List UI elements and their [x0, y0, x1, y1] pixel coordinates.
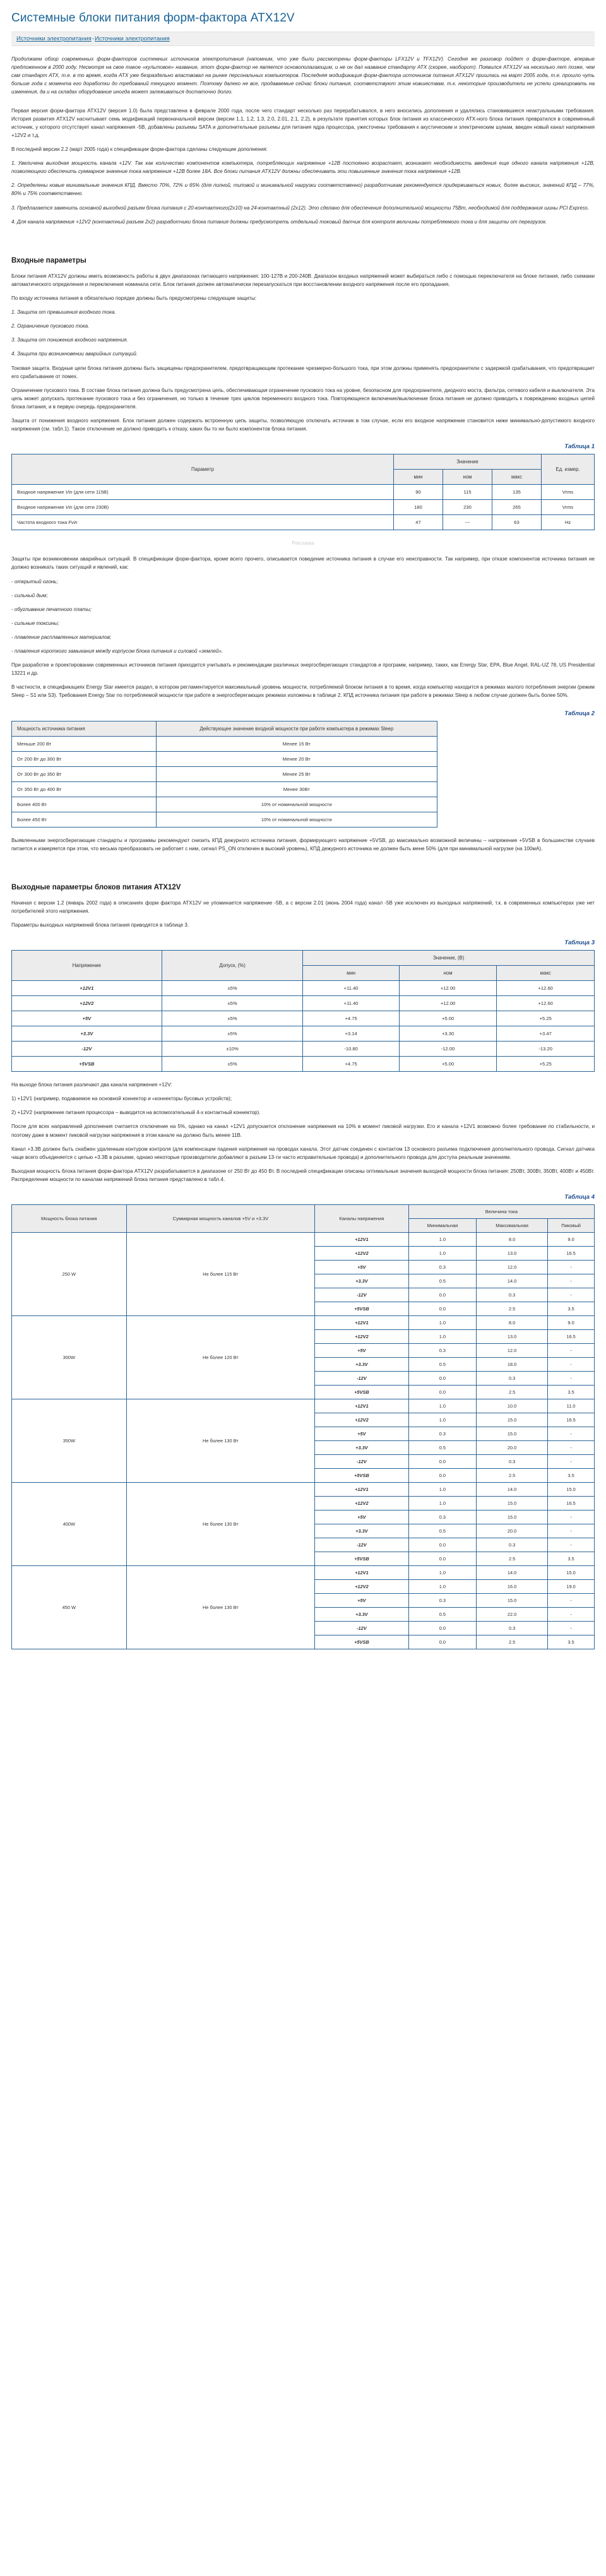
- table4-cell-max: 8.0: [477, 1233, 548, 1247]
- table4-cell-peak: -: [548, 1441, 595, 1455]
- table4-cell-peak: -: [548, 1511, 595, 1524]
- table-input-parameters: [11, 454, 595, 530]
- table4-cell-min: 0.5: [408, 1524, 476, 1538]
- table-row: [12, 1483, 595, 1497]
- table1-cell-min: 47: [394, 515, 443, 530]
- table3-cell-min: +11.40: [303, 981, 399, 996]
- table-row: [12, 996, 595, 1011]
- table4-cell-rail: +12V1: [315, 1566, 408, 1580]
- table3-cell-max: +5.25: [497, 1011, 595, 1026]
- protection-item-1: 1. Защита от превышения входного тока.: [11, 309, 116, 316]
- table-row: [12, 1057, 595, 1072]
- table4-cell-max: 16.0: [477, 1580, 548, 1594]
- table4-cell-min: 0.0: [408, 1538, 476, 1552]
- table4-cell-max: 12.0: [477, 1261, 548, 1274]
- table4-cell-peak: 15.0: [548, 1483, 595, 1497]
- rails-paragraph-1: После для всех направлений дополнения считается отключение на 5%, однако на канал +12V1 допускается отклонение напряжения на 10% в момент пиковой нагрузки. Его и канала +12V1 возможно более требование по стабильности, и поэтому даже в момент пиковой нагрузки напряжения в этом канале на должно быть менее 11В.: [11, 1124, 595, 1138]
- rails-intro-paragraph: На выходе блока питания различают два канала напряжения +12V:: [11, 1082, 172, 1088]
- table4-cell-rail: +12V2: [315, 1497, 408, 1511]
- table4-cell-rail: +3.3V: [315, 1274, 408, 1288]
- table4-cell-max: 15.0: [477, 1594, 548, 1608]
- param-symbol: Vin: [65, 504, 73, 511]
- table3-cell-min: -10.80: [303, 1042, 399, 1057]
- table4-cell-sum: Не более 130 Вт: [126, 1566, 315, 1649]
- table3-cell-tolerance: ±5%: [162, 1026, 303, 1042]
- table4-cell-min: 1.0: [408, 1233, 476, 1247]
- fault-item-5: - плавление расплавленных материалов;: [11, 634, 112, 640]
- table4-cell-sum: Не более 120 Вт: [126, 1316, 315, 1399]
- table4-cell-max: 2.5: [477, 1635, 548, 1649]
- table4-cell-max: 14.0: [477, 1566, 548, 1580]
- table4-cell-peak: -: [548, 1344, 595, 1358]
- table3-cell-nom: +3.30: [399, 1026, 497, 1042]
- breadcrumb-separator: -: [92, 35, 94, 42]
- table-row: [12, 981, 595, 996]
- table4-cell-rail: +5V: [315, 1344, 408, 1358]
- table4-col-max: Максимальная: [477, 1219, 548, 1233]
- spec-item-3: 3. Предлагается заменить основной выходной разъем блока питания с 20-контактного(2х10) на 24-контактный (2х12). Это сделано для обеспечения дополнительной мощности 75Вт, необходимой для поддержания шины PCI Express.: [11, 205, 590, 211]
- table4-col-min: Минимальная: [408, 1219, 476, 1233]
- table3-cell-max: +12.60: [497, 996, 595, 1011]
- history-paragraph-1: Первая версия форм-фактора ATX12V (версия 1.0) была представлена в феврале 2000 года, после чего стандарт несколько раз перерабатывался, в него вносились дополнения и удалялись становившиеся неактуальными требования. История развития ATX12V насчитывает семь модификаций первоначальной версии (версии 1.1, 1.2, 1.3, 2.0, 2.01, 2.1, 2.2), в результате принятия которых блок питания из классического ATX-ного блока питания превратился в современный источник, у которого отсутствует канал напряжения -5В, добавлены разъемы SATA и дополнительные разъемы для питания ядра процессора, ужесточены требования к акустическим и электрическим шумам, введен новый канал напряжения +12V2 и т.д.: [11, 107, 595, 138]
- table2-cell-power: От 200 Вт до 300 Вт: [12, 751, 157, 766]
- protection-item-3: 3. Защита от понижения входного напряжения.: [11, 337, 128, 343]
- table4-cell-min: 1.0: [408, 1316, 476, 1330]
- table3-col-tolerance: Допуск, (%): [162, 951, 303, 981]
- table3-cell-tolerance: ±5%: [162, 996, 303, 1011]
- table4-cell-peak: 9.0: [548, 1233, 595, 1247]
- table4-col-current: Величина тока: [408, 1205, 594, 1219]
- table4-cell-max: 15.0: [477, 1427, 548, 1441]
- protection-item-4: 4. Защита при возникновении аварийных ситуаций.: [11, 351, 138, 357]
- table1-cell-max: 63: [492, 515, 542, 530]
- table2-header: [12, 721, 437, 736]
- table3-col-voltage: Напряжение: [12, 951, 162, 981]
- table-row: [12, 1399, 595, 1413]
- table-power-distribution: [11, 1204, 595, 1649]
- table-row: [12, 781, 437, 797]
- energy-standards-paragraph: При разработке и проектировании современных источников питания приходится учитывать и рекомендации различных энергосберегающих стандартов и программ, например, таких, как Energy Star, EPA, Blue Angel, RAL-UZ 78, US Presidential 13221 и др.: [11, 662, 595, 677]
- table4-cell-rail: +12V1: [315, 1483, 408, 1497]
- table4-cell-min: 1.0: [408, 1483, 476, 1497]
- table4-cell-max: 13.0: [477, 1247, 548, 1261]
- table4-cell-rail: +5VSB: [315, 1635, 408, 1649]
- breadcrumb: [11, 32, 595, 46]
- table4-cell-peak: 15.0: [548, 1566, 595, 1580]
- table4-cell-rail: +12V2: [315, 1330, 408, 1344]
- table4-cell-peak: 3.5: [548, 1386, 595, 1399]
- table2-cell-value: 10% от номинальной мощности: [156, 812, 437, 827]
- table4-cell-min: 1.0: [408, 1497, 476, 1511]
- spec-item-2: 2. Определены новые минимальные значения КПД. Вместо 70%, 72% и 65% (для полной, типовой и минимальной нагрузки соответственно) разработчикам рекомендуется придерживаться новых, более высоких, значений КПД – 77%, 80% и 75% соответственно.: [11, 182, 595, 197]
- table2-cell-power: От 300 Вт до 350 Вт: [12, 766, 157, 781]
- table4-cell-max: 2.5: [477, 1302, 548, 1316]
- table4-cell-peak: 3.5: [548, 1552, 595, 1566]
- table3-cell-tolerance: ±5%: [162, 981, 303, 996]
- table4-cell-rail: +3.3V: [315, 1358, 408, 1372]
- energy-star-paragraph: В частности, в спецификациях Energy Star имеется раздел, в котором регламентируется максимальный уровень мощности, потребляемой блоком питания в то время, когда компьютер находится в режимах малого потребления энергии (режим Sleep – S1 или S3). Требования Energy Star по потребляемой мощности при работе в энергосберегающих режимах изложены в таблице 2. КПД источника питания при работе в режимах Sleep в любом случае должен быть более 50%.: [11, 684, 595, 699]
- input-paragraph-3: Токовая защита. Входные цепи блока питания должны быть защищены предохранителем, предотвращающим протекание чрезмерно-большого тока, при этом должны применять предохранители с задержкой срабатывания, что предотвращает его срабатывание от помех.: [11, 365, 595, 379]
- input-paragraph-2: По входу источника питания в обязательно порядке должны быть предусмотрены следующие защиты:: [11, 295, 257, 301]
- table3-cell-voltage: -12V: [12, 1042, 162, 1057]
- table-sleep-power: [11, 721, 437, 828]
- table4-cell-peak: -: [548, 1288, 595, 1302]
- table4-cell-max: 20.0: [477, 1441, 548, 1455]
- table4-cell-max: 18.0: [477, 1358, 548, 1372]
- table3-caption: Таблица 3: [564, 939, 595, 947]
- section-heading-output-parameters: Выходные параметры блоков питания ATX12V: [11, 883, 181, 891]
- table4-col-sum: Суммарная мощность каналов +5V и +3.3V: [126, 1205, 315, 1233]
- table-row: [12, 751, 437, 766]
- table4-cell-peak: 3.5: [548, 1302, 595, 1316]
- rail-note-2: 2) +12V2 (напряжение питания процессора – выводится на вспомогательный 4-х контактный коннектор).: [11, 1110, 261, 1116]
- table1-cell-param: Частота входного тока Fvin: [12, 515, 394, 530]
- protection-item-2: 2. Ограничение пускового тока.: [11, 323, 90, 329]
- fault-item-2: - сильный дым;: [11, 592, 48, 598]
- table4-cell-peak: -: [548, 1261, 595, 1274]
- history-paragraph-2: В последней версии 2.2 (март 2005 года) к спецификации форм-фактора сделаны следующие дополнения:: [11, 146, 268, 152]
- table3-body: [12, 981, 595, 1072]
- table-row: [12, 1316, 595, 1330]
- table1-cell-max: 135: [492, 485, 542, 500]
- spacer-2: [11, 858, 595, 870]
- table4-cell-min: 0.0: [408, 1455, 476, 1469]
- table3-cell-max: +3.47: [497, 1026, 595, 1042]
- table4-cell-peak: -: [548, 1358, 595, 1372]
- output-paragraph-1: Начиная с версии 1.2 (январь 2002 года) в описаниях форм фактора ATX12V не упоминается напряжение -5В, а с версии 2.01 (июнь 2004 года) канал -5В уже исключен из выходных напряжений, т.к. в современных компьютерах уже нет потребителей этого напряжения.: [11, 899, 595, 914]
- table4-cell-min: 0.0: [408, 1372, 476, 1386]
- table3-cell-tolerance: ±5%: [162, 1011, 303, 1026]
- table4-cell-peak: -: [548, 1622, 595, 1635]
- table1-col-value: Значение: [394, 454, 542, 470]
- table4-caption: Таблица 4: [564, 1194, 595, 1201]
- table4-cell-rail: +12V2: [315, 1580, 408, 1594]
- table4-body: [12, 1233, 595, 1649]
- fault-item-6: - плавления короткого замыкания между корпусом блока питания и силовой «землей».: [11, 648, 223, 655]
- table2-cell-value: Менее 15 Вт: [156, 736, 437, 751]
- table4-cell-peak: 16.5: [548, 1413, 595, 1427]
- table-row: [12, 797, 437, 812]
- table2-cell-value: Менее 25 Вт: [156, 766, 437, 781]
- table4-cell-peak: -: [548, 1427, 595, 1441]
- fault-item-1: - открытый огонь;: [11, 578, 58, 585]
- table2-col-value: Действующее значение входной мощности при работе компьютера в режимах Sleep: [156, 721, 437, 736]
- table4-cell-rail: +3.3V: [315, 1608, 408, 1622]
- table4-cell-rail: -12V: [315, 1288, 408, 1302]
- table4-cell-max: 0.3: [477, 1455, 548, 1469]
- table2-caption: Таблица 2: [564, 709, 595, 717]
- table4-cell-max: 14.0: [477, 1274, 548, 1288]
- table4-cell-min: 0.5: [408, 1608, 476, 1622]
- table4-cell-max: 2.5: [477, 1469, 548, 1483]
- table4-cell-power: 400W: [12, 1483, 127, 1566]
- table4-cell-min: 1.0: [408, 1566, 476, 1580]
- table4-cell-min: 0.3: [408, 1344, 476, 1358]
- table4-cell-sum: Не более 130 Вт: [126, 1483, 315, 1566]
- param-symbol: Vin: [65, 489, 73, 496]
- table4-cell-min: 1.0: [408, 1247, 476, 1261]
- fault-protection-paragraph: Защиты при возникновении аварийных ситуаций. В спецификации форм-фактора, кроме всего прочего, описывается поведение источника питания в случае его неисправности. Так например, при отказе компонентов источника питания не должно возникать таких ситуаций и явлений, как:: [11, 556, 595, 571]
- table-row: [12, 1042, 595, 1057]
- table4-cell-min: 0.0: [408, 1288, 476, 1302]
- table4-cell-sum: Не более 130 Вт: [126, 1399, 315, 1483]
- table4-cell-power: 350W: [12, 1399, 127, 1483]
- table2-cell-value: 10% от номинальной мощности: [156, 797, 437, 812]
- table1-header: [12, 454, 595, 485]
- table3-header-row-1: [12, 951, 595, 966]
- table4-cell-min: 0.3: [408, 1594, 476, 1608]
- input-paragraph-1: Блоки питания ATX12V должны иметь возможность работы в двух диапазонах питающего напряжения: 100-127В и 200-240В. Диапазон входных напряжений может выбираться либо с помощью переключателя на блоке питания, либо схемами автоматического определения и переключения номинала сети. Блок питания должен автоматически перезапускаться при восстановлении входного напряжения после его пропадания.: [11, 273, 595, 287]
- table4-cell-min: 0.5: [408, 1441, 476, 1455]
- table2-cell-power: Более 400 Вт: [12, 797, 157, 812]
- table3-cell-min: +11.40: [303, 996, 399, 1011]
- table4-cell-rail: +5V: [315, 1427, 408, 1441]
- table4-cell-max: 0.3: [477, 1372, 548, 1386]
- table4-cell-min: 0.3: [408, 1511, 476, 1524]
- table4-cell-peak: -: [548, 1594, 595, 1608]
- table4-cell-rail: -12V: [315, 1538, 408, 1552]
- table4-cell-max: 8.0: [477, 1316, 548, 1330]
- section-heading-input-parameters: Входные параметры: [11, 256, 86, 264]
- table4-cell-peak: -: [548, 1538, 595, 1552]
- rail-note-1: 1) +12V1 (например, подаваемое на основной коннектор и «коннекторы бусовых устройств);: [11, 1096, 232, 1102]
- table4-cell-rail: +5V: [315, 1594, 408, 1608]
- table3-cell-voltage: +12V2: [12, 996, 162, 1011]
- table3-cell-nom: +5.00: [399, 1057, 497, 1072]
- table-row: [12, 1566, 595, 1580]
- table1-header-row-1: [12, 454, 595, 470]
- table1-col-unit: Ед. измер.: [542, 454, 595, 485]
- ad-placeholder-label: Реклама: [292, 540, 314, 547]
- table4-cell-max: 2.5: [477, 1386, 548, 1399]
- page-title: Системные блоки питания форм-фактора ATX12V: [11, 11, 295, 25]
- after-table2-paragraph: Выявленными энергосберегающие стандарты и программы рекомендуют снизить КПД дежурного источника питания, формирующего напряжение +5VSB, до максимально возможной величины – напряжение +5VSB в большинстве случаев питается и измеряется при этом, что весьма преобразовать не работает с ним, сигнал PS_ON отключен в высокий уровень), КПД дежурного источника не должен быть мене 50% (для при минимальной нагрузке (на 100мА).: [11, 837, 595, 852]
- table4-cell-max: 12.0: [477, 1344, 548, 1358]
- table4-cell-peak: 19.0: [548, 1580, 595, 1594]
- table4-cell-rail: +12V2: [315, 1247, 408, 1261]
- table4-col-power: Мощность блока питания: [12, 1205, 127, 1233]
- table4-cell-power: 300W: [12, 1316, 127, 1399]
- table3-col-value: Значение, (В): [303, 951, 595, 966]
- spacer: [11, 232, 595, 243]
- table3-cell-voltage: +12V1: [12, 981, 162, 996]
- table4-cell-min: 0.0: [408, 1302, 476, 1316]
- table3-cell-min: +3.14: [303, 1026, 399, 1042]
- breadcrumb-link-2[interactable]: Источники электропитания: [95, 35, 170, 42]
- table3-cell-tolerance: ±10%: [162, 1042, 303, 1057]
- table2-cell-value: Менее 30Вт: [156, 781, 437, 797]
- table4-cell-peak: 16.5: [548, 1497, 595, 1511]
- table1-caption: Таблица 1: [564, 443, 595, 451]
- table3-cell-min: +4.75: [303, 1057, 399, 1072]
- table4-cell-rail: +5VSB: [315, 1386, 408, 1399]
- table-row: [12, 736, 437, 751]
- table4-cell-rail: +5VSB: [315, 1552, 408, 1566]
- table4-cell-peak: 3.5: [548, 1635, 595, 1649]
- table4-cell-peak: 3.5: [548, 1469, 595, 1483]
- table2-cell-power: Более 450 Вт: [12, 812, 157, 827]
- table1-cell-param: Входное напряжение Vin (для сети 230В): [12, 500, 394, 515]
- table2-cell-power: От 350 Вт до 400 Вт: [12, 781, 157, 797]
- table1-body: [12, 485, 595, 530]
- table4-cell-min: 0.0: [408, 1469, 476, 1483]
- table2-body: [12, 736, 437, 827]
- rails-paragraph-3: Выходная мощность блока питания форм-фактора ATX12V разрабатывается в диапазоне от 250 Вт до 450 Вт. В последней спецификации описаны оптимальные значения выходной мощности блока питания: 250Вт, 300Вт, 350Вт, 400Вт и 450Вт. Распределение мощности по каналам напряжений блока питания представлено в табл.4.: [11, 1168, 595, 1183]
- table3-cell-max: -13.20: [497, 1042, 595, 1057]
- table4-cell-max: 15.0: [477, 1413, 548, 1427]
- table4-cell-max: 13.0: [477, 1330, 548, 1344]
- table4-cell-max: 15.0: [477, 1497, 548, 1511]
- table4-cell-peak: -: [548, 1524, 595, 1538]
- table4-cell-rail: +12V1: [315, 1233, 408, 1247]
- table4-cell-min: 0.0: [408, 1622, 476, 1635]
- table4-cell-rail: +5VSB: [315, 1302, 408, 1316]
- table4-cell-max: 2.5: [477, 1552, 548, 1566]
- table3-cell-nom: +12.00: [399, 981, 497, 996]
- table4-cell-min: 1.0: [408, 1413, 476, 1427]
- table1-col-param: Параметр: [12, 454, 394, 485]
- table4-cell-rail: +5V: [315, 1511, 408, 1524]
- table4-cell-power: 450 W: [12, 1566, 127, 1649]
- table4-cell-rail: -12V: [315, 1455, 408, 1469]
- spec-item-1: 1. Увеличена выходная мощность канала +12V. Так как количество компонентов компьютера, потребляющих напряжение +12В постоянно возрастает, возникает необходимость введения еще одного канала напряжения +12В, позволяющего обеспечить суммарное значение тока напряжения +12В более 18А. Все блоки питания ATX12V должны обеспечивать эти повышенные значения тока напряжения +12В.: [11, 160, 595, 175]
- table3-col-nom: ном: [399, 966, 497, 981]
- table-row: [12, 515, 595, 530]
- table-row: [12, 1011, 595, 1026]
- table3-col-max: макс: [497, 966, 595, 981]
- table4-cell-max: 22.0: [477, 1608, 548, 1622]
- table4-cell-rail: -12V: [315, 1622, 408, 1635]
- table1-col-nom: ном: [443, 470, 492, 485]
- table3-cell-nom: -12.00: [399, 1042, 497, 1057]
- table-row: [12, 500, 595, 515]
- table4-header: [12, 1205, 595, 1233]
- table3-cell-max: +5.25: [497, 1057, 595, 1072]
- table4-cell-min: 0.0: [408, 1386, 476, 1399]
- table4-cell-max: 0.3: [477, 1538, 548, 1552]
- table4-cell-rail: +5VSB: [315, 1469, 408, 1483]
- table4-cell-rail: +12V2: [315, 1413, 408, 1427]
- table4-cell-power: 250 W: [12, 1233, 127, 1316]
- intro-paragraph: Продолжаем обзор современных форм-факторов системных источников электропитания (напомним, что уже были рассмотрены форм-факторы LFX12V и TFX12V). Сегодня же разговор пойдет о форм-факторе, впервые предложенном в 2000 году. Несмотря на свое такое «культовое» название, этот форм-фактор не является основополагающим, и не он дал название стандарту ATX (скорее, наоборот). Появился ATX12V на несколько лет позже, чем сам стандарт ATX, т.е. в то время, когда ATX уже безраздельно властвовал на рынке персональных компьютеров. Последняя модификация форм-фактора источников питания ATX12V пришлась на март 2005 года, т.е. прошло чуть больше года с момента его доработки до требований текущего момент. Поэтому далеко не все, продаваемые сейчас блоки питания, соответствуют этим новшествам, т.к. некоторые производители не успели среагировать на изменения, да и на складах оборудование иногда может залеживаться достаточно долго.: [11, 56, 595, 95]
- breadcrumb-link-1[interactable]: Источники электропитания: [16, 35, 92, 42]
- table-row: [12, 1233, 595, 1247]
- table4-cell-rail: -12V: [315, 1372, 408, 1386]
- table4-col-peak: Пиковый: [548, 1219, 595, 1233]
- table3-cell-voltage: +5V: [12, 1011, 162, 1026]
- table1-cell-max: 265: [492, 500, 542, 515]
- table3-cell-max: +12.60: [497, 981, 595, 996]
- table4-cell-rail: +5V: [315, 1261, 408, 1274]
- table2-header-row: [12, 721, 437, 736]
- table1-cell-unit: Vrms: [542, 485, 595, 500]
- table4-cell-min: 1.0: [408, 1399, 476, 1413]
- table3-cell-tolerance: ±5%: [162, 1057, 303, 1072]
- table4-cell-min: 0.5: [408, 1358, 476, 1372]
- input-paragraph-5: Защита от понижения входного напряжения. Блок питания должен содержать встроенную цепь защиты, позволяющую отключать источник в том случае, если его входное напряжение становится ниже минимально-допустимого входного напряжения (см. табл.1). Такое отключение не должно приводить к отказу, каких бы то ни было компонентов блока питания.: [11, 418, 595, 432]
- table4-cell-peak: -: [548, 1455, 595, 1469]
- table4-cell-rail: +12V1: [315, 1399, 408, 1413]
- table4-cell-peak: -: [548, 1608, 595, 1622]
- table4-cell-rail: +12V1: [315, 1316, 408, 1330]
- table-row: [12, 485, 595, 500]
- fault-item-3: - обугливание печатного платы;: [11, 606, 92, 612]
- input-paragraph-4: Ограничение пускового тока. В составе блока питания должна быть предусмотрена цепь, обеспечивающая ограничение пускового тока на уровне, безопасном для предохранителя, диодного моста, фильтра, сетевого кабеля и выключателя. Эта цепь может допускать протекание пускового тока и без ограничения, но только в течение трех циклов переменного входного тока. Повторяющееся включение/выключение блока питания не должно приводить к повреждению входных цепей блока питания, и в первую очередь предохранителя.: [11, 387, 595, 410]
- table4-cell-max: 10.0: [477, 1399, 548, 1413]
- table4-cell-min: 0.5: [408, 1274, 476, 1288]
- table-row: [12, 766, 437, 781]
- table4-cell-sum: Не более 115 Вт: [126, 1233, 315, 1316]
- table3-cell-voltage: +5VSB: [12, 1057, 162, 1072]
- table4-cell-min: 0.0: [408, 1552, 476, 1566]
- table2-col-power: Мощность источника питания: [12, 721, 157, 736]
- table1-cell-unit: Vrms: [542, 500, 595, 515]
- table-row: [12, 812, 437, 827]
- table3-cell-min: +4.75: [303, 1011, 399, 1026]
- table3-col-min: мин: [303, 966, 399, 981]
- table2-cell-value: Менее 20 Вт: [156, 751, 437, 766]
- table1-cell-nom: 115: [443, 485, 492, 500]
- table4-header-row-1: [12, 1205, 595, 1219]
- output-paragraph-2: Параметры выходных напряжений блока питания приводятся в таблице 3.: [11, 922, 189, 929]
- table4-col-channel: Каналы напряжения: [315, 1205, 408, 1233]
- table1-cell-nom: ---: [443, 515, 492, 530]
- param-symbol: Fvin: [68, 519, 78, 526]
- table4-cell-max: 20.0: [477, 1524, 548, 1538]
- table1-col-max: макс: [492, 470, 542, 485]
- table4-cell-max: 0.3: [477, 1622, 548, 1635]
- table1-cell-nom: 230: [443, 500, 492, 515]
- table4-cell-peak: 11.0: [548, 1399, 595, 1413]
- table1-cell-min: 180: [394, 500, 443, 515]
- table4-cell-max: 15.0: [477, 1511, 548, 1524]
- table4-cell-peak: 9.0: [548, 1316, 595, 1330]
- table4-cell-peak: -: [548, 1372, 595, 1386]
- table1-cell-min: 90: [394, 485, 443, 500]
- table-output-voltages: [11, 950, 595, 1072]
- table3-header: [12, 951, 595, 981]
- table1-cell-param: Входное напряжение Vin (для сети 115В): [12, 485, 394, 500]
- fault-item-4: - сильные токсины;: [11, 620, 59, 626]
- table2-cell-power: Меньше 200 Вт: [12, 736, 157, 751]
- table1-col-min: мин: [394, 470, 443, 485]
- table3-cell-nom: +12.00: [399, 996, 497, 1011]
- table4-cell-max: 14.0: [477, 1483, 548, 1497]
- table4-cell-max: 0.3: [477, 1288, 548, 1302]
- rails-paragraph-2: Канал +3.3В должен быть снабжен удаленным контуром контроля (для компенсации падения напряжения на проводах канала. Этот датчик соединен с контактом 13 основного разъема подключения дополнительного провода. Сигнал датчика чаще всего объединяется с цепью +3.3В в разъеме, однако некоторые производители добавляют в разъем 13-ти часто исправительные провода) и дополнительного провода для доступа реальным значениям.: [11, 1146, 595, 1160]
- table4-cell-peak: -: [548, 1274, 595, 1288]
- table4-cell-min: 1.0: [408, 1330, 476, 1344]
- table3-cell-nom: +5.00: [399, 1011, 497, 1026]
- table4-cell-min: 1.0: [408, 1580, 476, 1594]
- table4-cell-peak: 16.5: [548, 1330, 595, 1344]
- table1-cell-unit: Hz: [542, 515, 595, 530]
- spec-item-4: 4. Для канала напряжения +12V2 (контактный разъем 2х2) разработчики блока питания должны предусмотреть отдельный токовый датчик для контроля величины потребляемого тока и для защиты от перегрузок.: [11, 218, 547, 225]
- table4-cell-rail: +3.3V: [315, 1441, 408, 1455]
- table4-cell-rail: +3.3V: [315, 1524, 408, 1538]
- table-row: [12, 1026, 595, 1042]
- table4-cell-min: 0.3: [408, 1261, 476, 1274]
- table3-cell-voltage: +3.3V: [12, 1026, 162, 1042]
- table4-cell-min: 0.3: [408, 1427, 476, 1441]
- table4-cell-peak: 16.5: [548, 1247, 595, 1261]
- table4-cell-min: 0.0: [408, 1635, 476, 1649]
